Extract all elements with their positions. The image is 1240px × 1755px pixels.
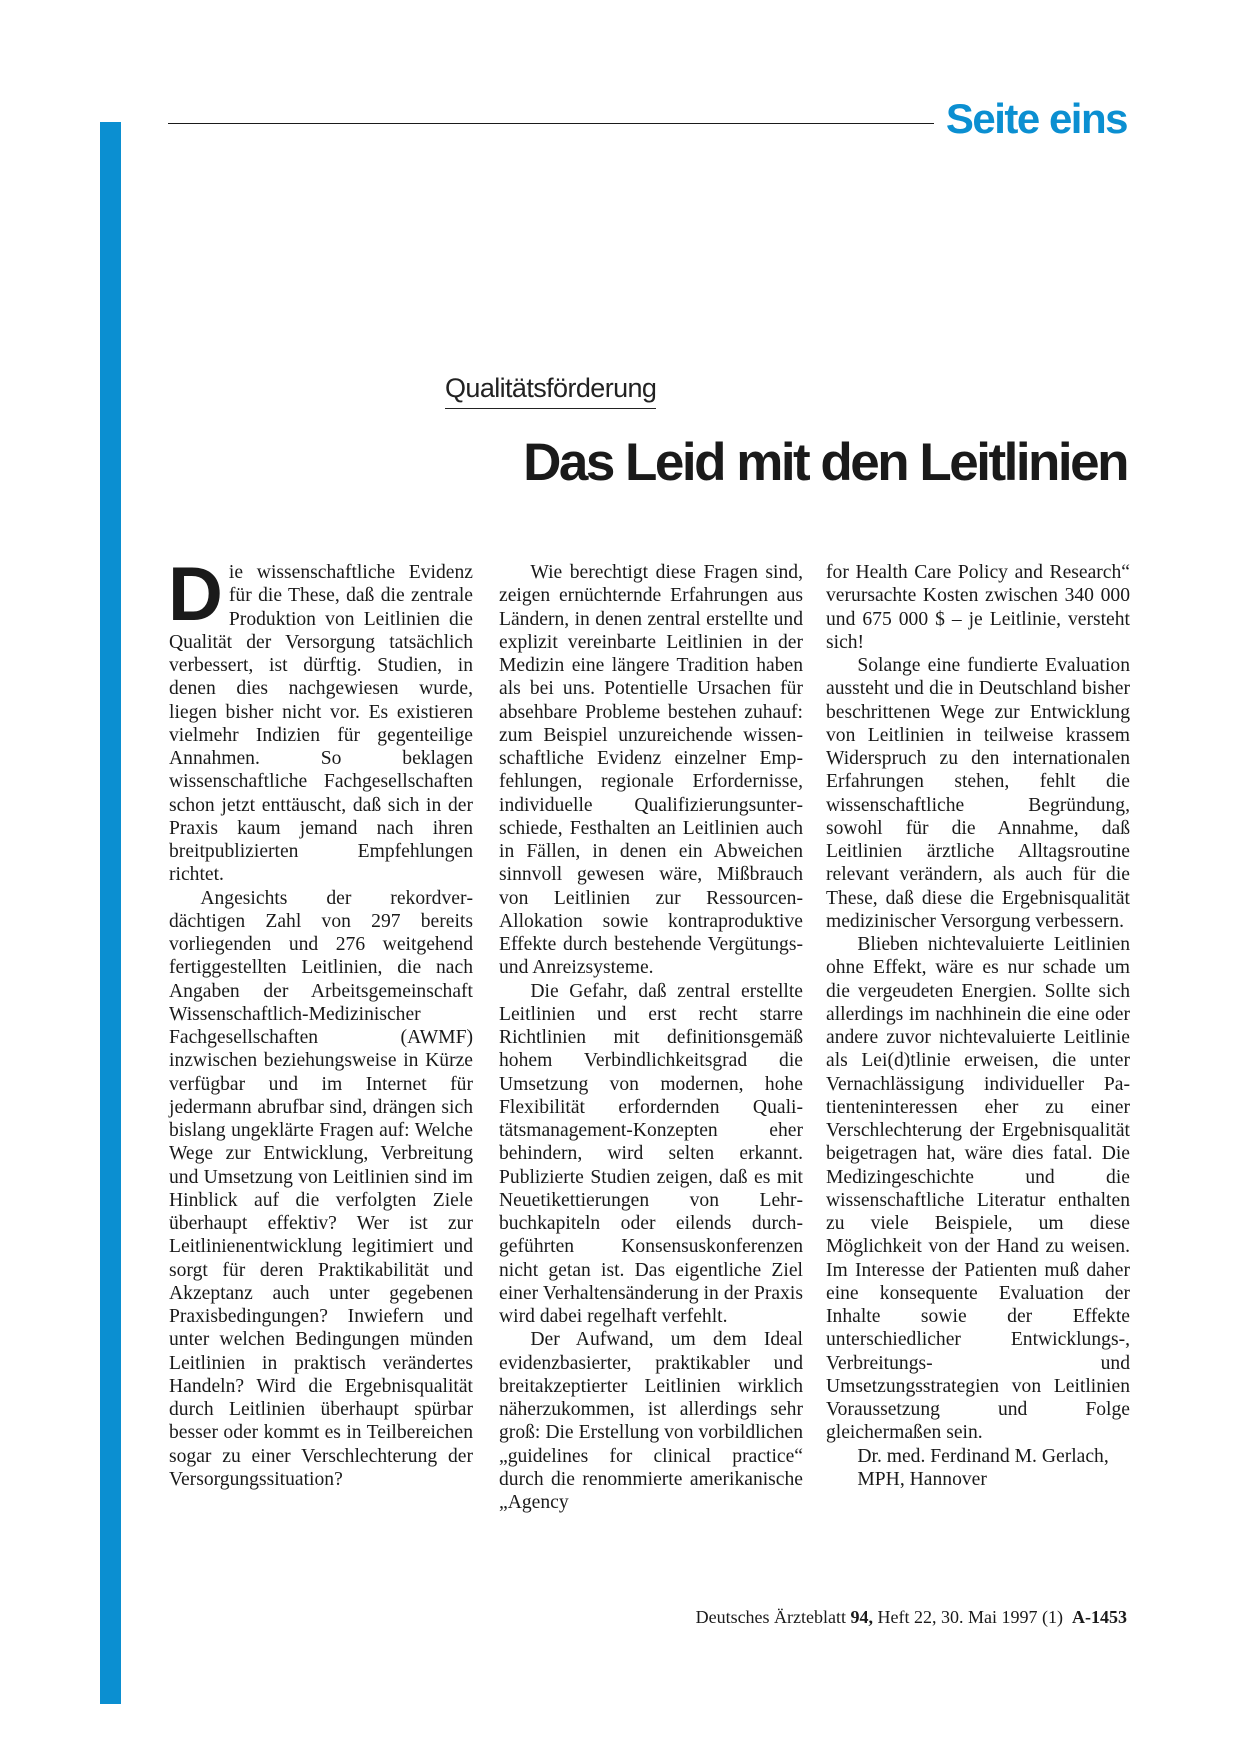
article-headline: Das Leid mit den Leitlinien [523, 433, 1127, 492]
paragraph [168, 552, 473, 887]
kicker-container [445, 373, 656, 409]
page-number: A-1453 [1072, 1607, 1127, 1627]
paragraph: Wie berechtigt diese Fragen sind, zeigen ernüchternde Erfahrungen aus Ländern, in denen zentral erstellte und explizit vereinbarte Leitlinien in der Medizin eine längere Tradition haben als bei uns. Potentielle Ursachen für absehbare Probleme bestehen zuhauf: zum Beispiel unzureichende wissenschaftliche Evidenz einzelner Empfehlungen, regionale Erfordernisse, individuelle Qualifizierungsunterschiede, Festhalten an Leitlinien auch in Fällen, in denen ein Abweichen sinnvoll gewesen wäre, Mißbrauch von Leitlinien zur Ressourcen-Allokation sowie kontraproduktive Effekte durch bestehende Vergütungs- und Anreizsysteme. [499, 562, 803, 979]
header-rule [168, 123, 934, 124]
paragraph: Angesichts der rekordverdächtigen Zahl von 297 bereits vorliegenden und 276 weitgehend fertiggestellten Leitlinien, die nach Angaben der Arbeitsgemeinschaft Wissenschaftlich-Medizinischer Fachgesellschaften (AWMF) inzwischen beziehungsweise in Kürze verfügbar und im Internet für jedermann abrufbar sind, drängen sich bislang ungeklärte Fragen auf: Welche Wege zur Entwicklung, Verbreitung und Umsetzung von Leitlinien sind im Hinblick auf die verfolgten Ziele überhaupt effektiv? Wer ist zur Leitlinienentwicklung legitimiert und sorgt für deren Praktikabilität und Akzeptanz auch unter gegebenen Praxisbedingungen? Inwiefern und unter welchen Bedingungen münden Leitlinien in praktisch verändertes Handeln? Wird die Ergebnisqualität durch Leitlinien überhaupt spürbar besser oder kommt es in Teilbereichen sogar zu einer Verschlechterung der Versorgungssituation? [169, 887, 473, 1490]
author-name: Dr. med. Ferdinand M. Gerlach, [857, 1445, 1109, 1467]
journal-name: Deutsches Ärzteblatt [695, 1607, 847, 1627]
paragraph: Die Gefahr, daß zentral erstellte Leitlinien und erst recht starre Richtlinien mit definitionsgemäß hohem Verbindlichkeitsgrad die Umsetzung von modernen, hohe Flexibilität erfordernden Qualitätsmanagement-Konzepten eher behindern, wird selten erkannt. Publizierte Studien zeigen, daß es mit Neuetikettierungen von Lehrbuchkapiteln oder eilends durchgeführten Konsensuskonferenzen nicht getan ist. Das eigentliche Ziel einer Verhaltensänderung in der Praxis wird dabei regelhaft verfehlt. [499, 980, 803, 1327]
journal-issue: Heft 22, 30. Mai 1997 (1) [877, 1607, 1063, 1627]
drop-cap: D [168, 552, 223, 637]
section-label: Seite eins [945, 95, 1127, 142]
paragraph: Blieben nichtevaluierte Leitlinien ohne Effekt, wäre es nur schade um die vergeudeten Energien. Sollte sich allerdings im nachhinein die eine oder andere zuvor nichtevaluierte Leitlinie als Lei(d)tlinie erweisen, die unter Vernachlässigung individueller Patienteninteressen eher zu einer Verschlechterung der Ergebnisqualität beigetragen hat, wäre dies fatal. Die Medizingeschichte und die wissenschaftliche Literatur enthalten zu viele Beispiele, um diese Möglichkeit von der Hand zu weisen. Im Interesse der Patienten muß daher eine konsequente Evaluation der Inhalte sowie der Effekte unterschiedlicher Entwicklungs-, Verbreitungs- und Umsetzungsstrategien von Leitlinien Voraussetzung und Folge gleichermaßen sein. [826, 934, 1130, 1444]
paragraph: Solange eine fundierte Evaluation aussteht und die in Deutschland bisher beschrittenen Wege zur Entwicklung von Leitlinien in teilweise krassem Widerspruch zu den internationalen Erfahrungen stehen, fehlt die wissenschaftliche Begründung, sowohl für die Annahme, daß Leitlinien ärztliche Alltagsroutine relevant verändern, als auch für die These, daß diese die Ergebnisqualität medizinischer Versorgung verbessern. [826, 655, 1130, 932]
text-column-3 [826, 561, 1130, 1491]
text-column-2 [499, 561, 803, 1514]
page-footer [696, 1607, 1127, 1628]
author-affiliation: MPH, Hannover [857, 1468, 987, 1490]
article-kicker: Qualitätsförderung [445, 373, 656, 409]
paragraph: for Health Care Policy and Research“ verursachte Kosten zwischen 340 000 und 675 000 $ – je Leitlinie, versteht sich! [826, 562, 1130, 653]
paragraph: Der Aufwand, um dem Ideal evidenzbasierter, praktikabler und breitakzeptierter Leitlinien wirklich näherzukommen, ist allerdings sehr groß: Die Erstellung von vorbildlichen „guidelines for clinical practice“ durch die renommierte amerikanische „Agency [499, 1329, 803, 1513]
text-column-1 [168, 552, 473, 1491]
accent-sidebar-bar [100, 122, 121, 1704]
paragraph-text: ie wissenschaftliche Evidenz für die These, daß die zentrale Produktion von Leitlinien die Qualität der Versorgung tatsächlich verbessert, ist dürftig. Studien, in denen dies nachgewiesen wurde, liegen bisher nicht vor. Es existieren vielmehr Indizien für gegenteilige Annahmen. So beklagen wissenschaftliche Fachgesellschaften schon jetzt enttäuscht, daß sich in der Praxis kaum jemand nach ihren breitpublizierten Empfehlungen richtet. [169, 562, 473, 886]
journal-volume: 94, [850, 1607, 874, 1627]
